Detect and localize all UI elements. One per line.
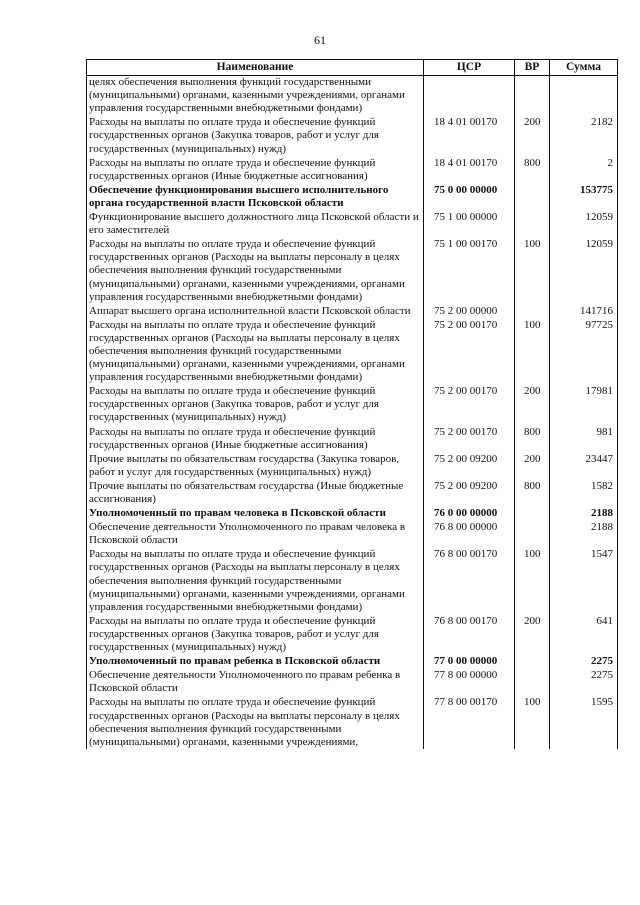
table-row: [87, 115, 618, 155]
cell-name: целях обеспечения выполнения функций государственными (муниципальными) органами, казенными учреждениями, органами управления государственными внебюджетными фондами): [87, 76, 424, 116]
header-vr: ВР: [515, 60, 550, 76]
cell-vr: [515, 210, 550, 237]
cell-name: Расходы на выплаты по оплате труда и обеспечение функций государственных органов (Закупка товаров, работ и услуг для государственных (муниципальных) нужд): [87, 614, 424, 654]
cell-csr: 75 2 00 00000: [424, 304, 515, 318]
cell-name: Расходы на выплаты по оплате труда и обеспечение функций государственных органов (Иные бюджетные ассигнования): [87, 425, 424, 452]
cell-csr: [424, 76, 515, 116]
cell-csr: 75 0 00 00000: [424, 183, 515, 210]
cell-sum: 981: [550, 425, 618, 452]
cell-name: Расходы на выплаты по оплате труда и обеспечение функций государственных органов (Расходы на выплаты персоналу в целях обеспечения выполнения функций государственными (муниципальными) органами, казенными учреждениями, органами управления государственными внебюджетными фондами): [87, 237, 424, 303]
cell-vr: 800: [515, 425, 550, 452]
cell-sum: 12059: [550, 237, 618, 303]
cell-name: Обеспечение функционирования высшего исполнительного органа государственной власти Псковской области: [87, 183, 424, 210]
cell-sum: 2: [550, 156, 618, 183]
cell-csr: 76 8 00 00000: [424, 520, 515, 547]
table-row: [87, 318, 618, 384]
table-row: [87, 614, 618, 654]
cell-vr: 200: [515, 452, 550, 479]
cell-csr: 75 1 00 00000: [424, 210, 515, 237]
cell-csr: 76 0 00 00000: [424, 506, 515, 520]
table-header: [87, 60, 618, 76]
header-sum: Сумма: [550, 60, 618, 76]
cell-name: Функционирование высшего должностного лица Псковской области и его заместителей: [87, 210, 424, 237]
cell-csr: 75 2 00 09200: [424, 452, 515, 479]
cell-vr: 100: [515, 695, 550, 748]
table-row: [87, 506, 618, 520]
cell-name: Расходы на выплаты по оплате труда и обеспечение функций государственных органов (Иные бюджетные ассигнования): [87, 156, 424, 183]
cell-vr: 200: [515, 115, 550, 155]
cell-name: Аппарат высшего органа исполнительной власти Псковской области: [87, 304, 424, 318]
cell-vr: 100: [515, 547, 550, 613]
cell-csr: 75 2 00 00170: [424, 425, 515, 452]
cell-sum: 1582: [550, 479, 618, 506]
cell-vr: 200: [515, 614, 550, 654]
cell-vr: [515, 183, 550, 210]
cell-name: Расходы на выплаты по оплате труда и обеспечение функций государственных органов (Расходы на выплаты персоналу в целях обеспечения выполнения функций государственными (муниципальными) органами, казенными учреждениями, органами управления государственными внебюджетными фондами): [87, 318, 424, 384]
cell-sum: [550, 76, 618, 116]
cell-csr: 76 8 00 00170: [424, 547, 515, 613]
page-number: 61: [314, 33, 326, 47]
table-body: [87, 76, 618, 749]
cell-sum: 97725: [550, 318, 618, 384]
cell-vr: 800: [515, 156, 550, 183]
cell-name: Расходы на выплаты по оплате труда и обеспечение функций государственных органов (Расходы на выплаты персоналу в целях обеспечения выполнения функций государственными (муниципальными) органами, казенными учреждениями,: [87, 695, 424, 748]
table-row: [87, 237, 618, 303]
cell-sum: 2188: [550, 506, 618, 520]
table-row: [87, 547, 618, 613]
cell-csr: 77 8 00 00000: [424, 668, 515, 695]
table-row: [87, 304, 618, 318]
table-row: [87, 479, 618, 506]
table-row: [87, 654, 618, 668]
cell-csr: 75 2 00 00170: [424, 384, 515, 424]
cell-vr: 100: [515, 318, 550, 384]
table-row: [87, 210, 618, 237]
cell-vr: [515, 506, 550, 520]
table-row: [87, 452, 618, 479]
table-row: [87, 520, 618, 547]
cell-vr: [515, 76, 550, 116]
cell-sum: 1595: [550, 695, 618, 748]
cell-sum: 12059: [550, 210, 618, 237]
cell-sum: 141716: [550, 304, 618, 318]
header-csr: ЦСР: [424, 60, 515, 76]
table-row: [87, 425, 618, 452]
cell-name: Уполномоченный по правам человека в Псковской области: [87, 506, 424, 520]
cell-sum: 23447: [550, 452, 618, 479]
table-row: [87, 668, 618, 695]
cell-csr: 77 0 00 00000: [424, 654, 515, 668]
cell-sum: 1547: [550, 547, 618, 613]
cell-vr: 800: [515, 479, 550, 506]
cell-vr: [515, 654, 550, 668]
cell-csr: 75 2 00 00170: [424, 318, 515, 384]
header-name: Наименование: [87, 60, 424, 76]
cell-vr: 100: [515, 237, 550, 303]
cell-name: Прочие выплаты по обязательствам государства (Иные бюджетные ассигнования): [87, 479, 424, 506]
cell-csr: 75 2 00 09200: [424, 479, 515, 506]
cell-csr: 18 4 01 00170: [424, 156, 515, 183]
cell-sum: 2275: [550, 668, 618, 695]
table-row: [87, 76, 618, 116]
table-row: [87, 183, 618, 210]
cell-vr: [515, 520, 550, 547]
cell-sum: 153775: [550, 183, 618, 210]
cell-sum: 641: [550, 614, 618, 654]
table-row: [87, 695, 618, 748]
cell-name: Расходы на выплаты по оплате труда и обеспечение функций государственных органов (Закупка товаров, работ и услуг для государственных (муниципальных) нужд): [87, 115, 424, 155]
cell-csr: 18 4 01 00170: [424, 115, 515, 155]
cell-sum: 2275: [550, 654, 618, 668]
cell-csr: 75 1 00 00170: [424, 237, 515, 303]
cell-name: Уполномоченный по правам ребенка в Псковской области: [87, 654, 424, 668]
cell-name: Расходы на выплаты по оплате труда и обеспечение функций государственных органов (Закупка товаров, работ и услуг для государственных (муниципальных) нужд): [87, 384, 424, 424]
cell-name: Обеспечение деятельности Уполномоченного по правам ребенка в Псковской области: [87, 668, 424, 695]
cell-csr: 77 8 00 00170: [424, 695, 515, 748]
cell-vr: 200: [515, 384, 550, 424]
budget-table: [86, 59, 618, 749]
cell-vr: [515, 304, 550, 318]
cell-vr: [515, 668, 550, 695]
cell-sum: 17981: [550, 384, 618, 424]
table-row: [87, 384, 618, 424]
cell-name: Прочие выплаты по обязательствам государства (Закупка товаров, работ и услуг для государственных (муниципальных) нужд): [87, 452, 424, 479]
table-row: [87, 156, 618, 183]
cell-name: Обеспечение деятельности Уполномоченного по правам человека в Псковской области: [87, 520, 424, 547]
cell-name: Расходы на выплаты по оплате труда и обеспечение функций государственных органов (Расходы на выплаты персоналу в целях обеспечения выполнения функций государственными (муниципальными) органами, казенными учреждениями, органами управления государственными внебюджетными фондами): [87, 547, 424, 613]
cell-sum: 2188: [550, 520, 618, 547]
cell-sum: 2182: [550, 115, 618, 155]
cell-csr: 76 8 00 00170: [424, 614, 515, 654]
